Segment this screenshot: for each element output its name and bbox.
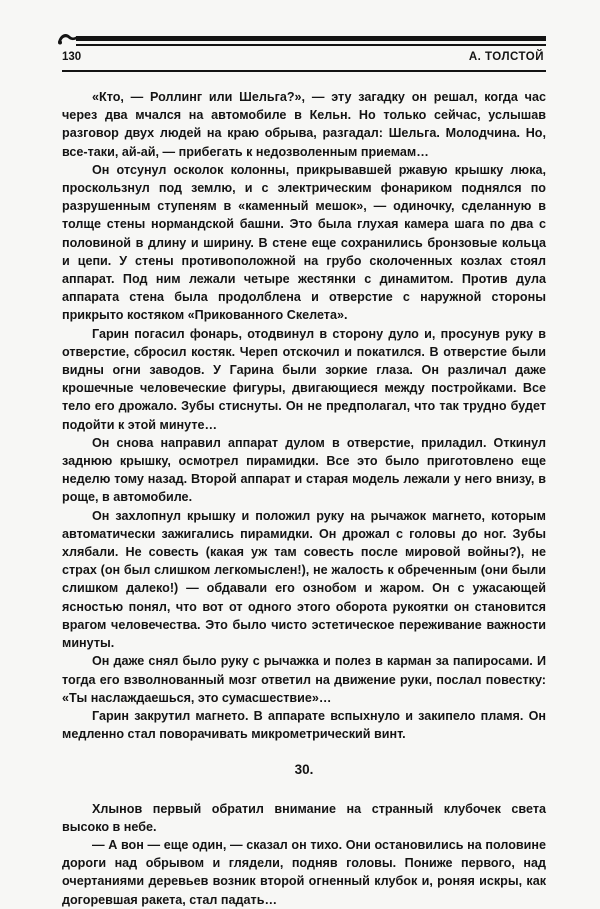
paragraph: — А вон — еще один, — сказал он тихо. Они остановились на половине дороги над обрывом и глядели, подняв головы. Пониже первого, над очертаниями деревьев возник второй огненный клубок и, роняя искры, как догоревшая ракета, стал падать… — [62, 837, 546, 907]
paragraph: «Кто, — Роллинг или Шельга?», — эту загадку он решал, когда час через два мчался на автомобиле в Кельн. Но только сейчас, услышав разговор двух людей на краю обрыва, разгадал: Шельга. Молодчина. Но, все-таки, ай-ай, — прибегать к недозволенным приемам… — [62, 90, 546, 159]
paragraph: Он отсунул осколок колонны, прикрывавшей ржавую крышку люка, проскользнул под землю, и с электрическим фонариком поднялся по разрушенным ступеням в «каменный мешок», — одиночку, сделанную в толще стены нормандской башни. Это была глухая камера шага по два с половиной в длину и ширину. В стене еще сохранились бронзовые кольца и цепи. У стены противоположной на грубо сколоченных козлах стоял аппарат. Под ним лежали четыре жестянки с динамитом. Против дула аппарата стена была продолблена и отверстие с наружной стороны прикрыто костяком «Прикованного Скелета». — [62, 162, 546, 323]
page-body — [62, 88, 546, 909]
chapter-number: 30. — [294, 762, 314, 778]
running-head-rule — [62, 70, 546, 72]
paragraph: Хлынов первый обратил внимание на странный клубочек света высоко в небе. — [62, 801, 546, 834]
paragraph: Он даже снял было руку с рычажка и полез в карман за папиросами. И тогда его взволнованный мозг ответил на движение руки, послал повестку: «Ты наслаждаешься, это сумасшествие»… — [62, 654, 546, 705]
book-page — [62, 26, 546, 907]
running-head — [62, 51, 546, 67]
header-rule-thick — [76, 36, 546, 41]
paragraph: Он захлопнул крышку и положил руку на рычажок магнето, которым автоматически зажигались пирамидки. Он дрожал с головы до ног. Зубы хлябали. Не совесть (какая уж там совесть после мировой войны?), не страх (он был слишком легкомыслен!), не жалость к обреченным (они были слишком далеко!) — обдавали его ознобом и жаром. Он с ужасающей ясностью понял, что вот от одного этого оборота рукоятки он становится врагом человечества. Это было чисто эстетическое переживание важности минуты. — [62, 508, 546, 651]
paragraph: Гарин погасил фонарь, отодвинул в сторону дуло и, просунув руку в отверстие, сбросил костяк. Череп отскочил и покатился. В отверстие были видны огни заводов. У Гарина были зоркие глаза. Он различал даже крошечные человеческие фигуры, двигающиеся между постройками. Все тело его дрожало. Зубы стиснуты. Он не предполагал, что так трудно будет подойти к этой минуте… — [62, 326, 546, 432]
running-head-author: А. ТОЛСТОЙ — [468, 51, 544, 63]
page-number: 130 — [62, 51, 82, 63]
ornament-icon — [56, 30, 78, 46]
header-rule-thin — [76, 44, 546, 46]
paragraph: Гарин закрутил магнето. В аппарате вспыхнуло и закипело пламя. Он медленно стал поворачивать микрометрический винт. — [62, 708, 546, 742]
paragraph: Он снова направил аппарат дулом в отверстие, приладил. Откинул заднюю крышку, осмотрел пирамидки. Все это было приготовлено еще неделю тому назад. Второй аппарат и старая модель лежали у него внизу, в роще, в автомобиле. — [62, 435, 546, 505]
